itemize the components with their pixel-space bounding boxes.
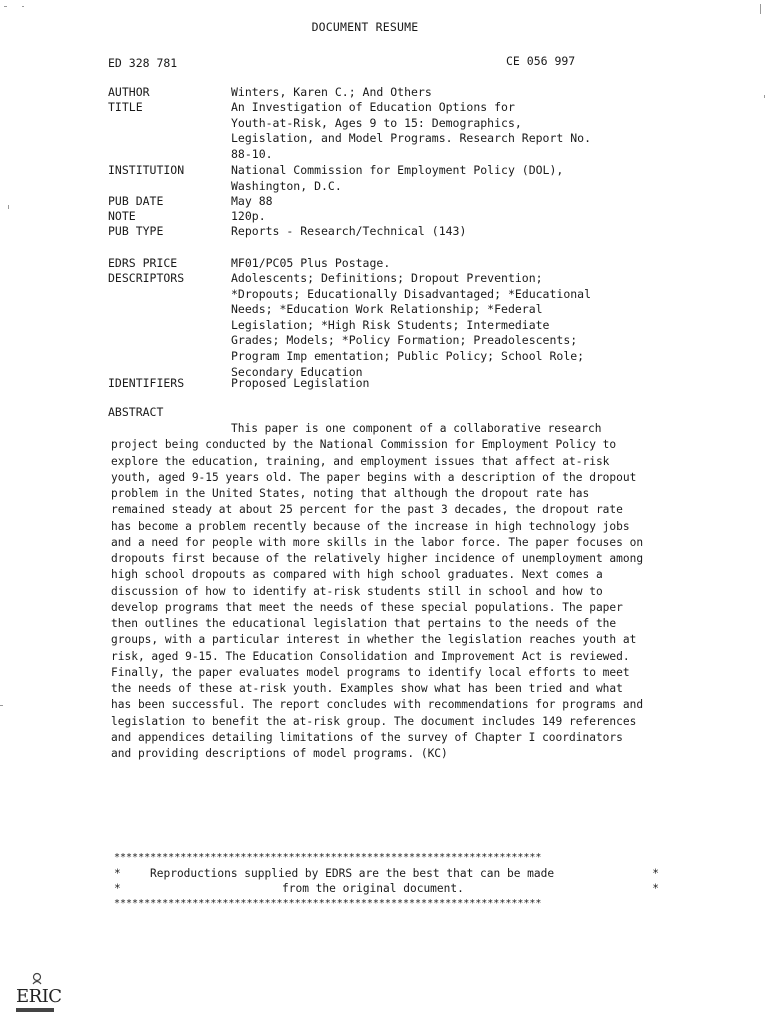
notice-row-2 bbox=[114, 882, 659, 898]
field-label: PUB TYPE bbox=[108, 224, 164, 238]
scan-speck bbox=[8, 205, 9, 209]
notice-row-1 bbox=[114, 867, 659, 883]
field-value: Proposed Legislation bbox=[231, 376, 370, 390]
eric-logo-bar bbox=[16, 1008, 54, 1012]
field-value: An Investigation of Education Options for Youth-at-Risk, Ages 9 to 15: Demographics, Legislation, and Model Programs. Research Report No. 88-10. bbox=[231, 100, 592, 161]
field-label: NOTE bbox=[108, 209, 136, 223]
field-label: PUB DATE bbox=[108, 194, 164, 208]
scan-speck bbox=[760, 4, 761, 14]
scan-speck bbox=[0, 705, 3, 706]
scan-speck bbox=[22, 6, 24, 7]
field-value: National Commission for Employment Policy (DOL), Washington, D.C. bbox=[231, 163, 564, 193]
field-label: IDENTIFIERS bbox=[108, 376, 185, 390]
notice-line-2: from the original document. bbox=[282, 882, 464, 895]
field-label: EDRS PRICE bbox=[108, 256, 178, 270]
field-label: AUTHOR bbox=[108, 85, 150, 99]
eric-logo-text: ERIC bbox=[16, 986, 62, 1007]
field-value: Winters, Karen C.; And Others bbox=[231, 85, 432, 99]
notice-edge-left: * bbox=[114, 867, 121, 880]
field-value: Reports - Research/Technical (143) bbox=[231, 224, 467, 238]
notice-border-bottom: *********************************************************************** bbox=[114, 898, 542, 909]
abstract-text: This paper is one component of a collaborative research project being conducted by the National Commission for Employment Policy to explore the education, training, and employment issues that affect at-risk youth, aged 9-15 years old. The paper begins with a description of the dropout problem in the United States, noting that although the dropout rate has remained steady at about 25 percent for the past 3 decades, the dropout rate has become a problem recently because of the increase in high technology jobs and a need for people with more skills in the labor force. The paper focuses on dropouts first because of the relatively higher incidence of unemployment among high school dropouts as compared with high school graduates. Next comes a discussion of how to identify at-risk students still in school and how to develop programs that meet the needs of these special populations. The paper then outlines the educational legislation that pertains to the needs of the groups, with a particular interest in whether the legislation reaches youth at risk, aged 9-15. The Education Consolidation and Improvement Act is reviewed. Finally, the paper evaluates model programs to identify local efforts to meet the needs of these at-risk youth. Examples show what has been tried and what has been successful. The report concludes with recommendations for programs and legislation to benefit the at-risk group. The document includes 149 references and appendices detailing limitations of the survey of Chapter I coordinators and providing descriptions of model programs. (KC) bbox=[111, 422, 644, 760]
notice-line-1: Reproductions supplied by EDRS are the best that can be made bbox=[150, 867, 555, 880]
field-value: MF01/PC05 Plus Postage. bbox=[231, 256, 391, 270]
eric-logo bbox=[14, 972, 62, 1016]
field-label: DESCRIPTORS bbox=[108, 271, 185, 285]
notice-edge-left: * bbox=[114, 882, 121, 895]
field-value: Adolescents; Definitions; Dropout Prevention; *Dropouts; Educationally Disadvantaged; *Educational Needs; *Education Work Relationship; *Federal Legislation; *High Risk Students; Intermediate Grades; Models; *Policy Formation; Preadolescents; Program Imp ementation; Public Policy; School Role; Secondary Education bbox=[231, 271, 592, 379]
notice-border-top: *********************************************************************** bbox=[114, 852, 542, 863]
scan-speck bbox=[4, 6, 7, 7]
notice-edge-right: * bbox=[652, 882, 659, 895]
document-resume-title: DOCUMENT RESUME bbox=[311, 20, 419, 34]
field-value: May 88 bbox=[231, 194, 273, 208]
scan-speck bbox=[764, 95, 765, 98]
notice-edge-right: * bbox=[652, 867, 659, 880]
eric-emblem-icon bbox=[30, 972, 44, 986]
field-value: 120p. bbox=[231, 209, 266, 223]
ed-number: ED 328 781 bbox=[108, 56, 178, 70]
field-label: INSTITUTION bbox=[108, 163, 185, 177]
ce-number: CE 056 997 bbox=[506, 54, 576, 68]
field-label: TITLE bbox=[108, 100, 143, 114]
abstract-label: ABSTRACT bbox=[108, 405, 164, 419]
